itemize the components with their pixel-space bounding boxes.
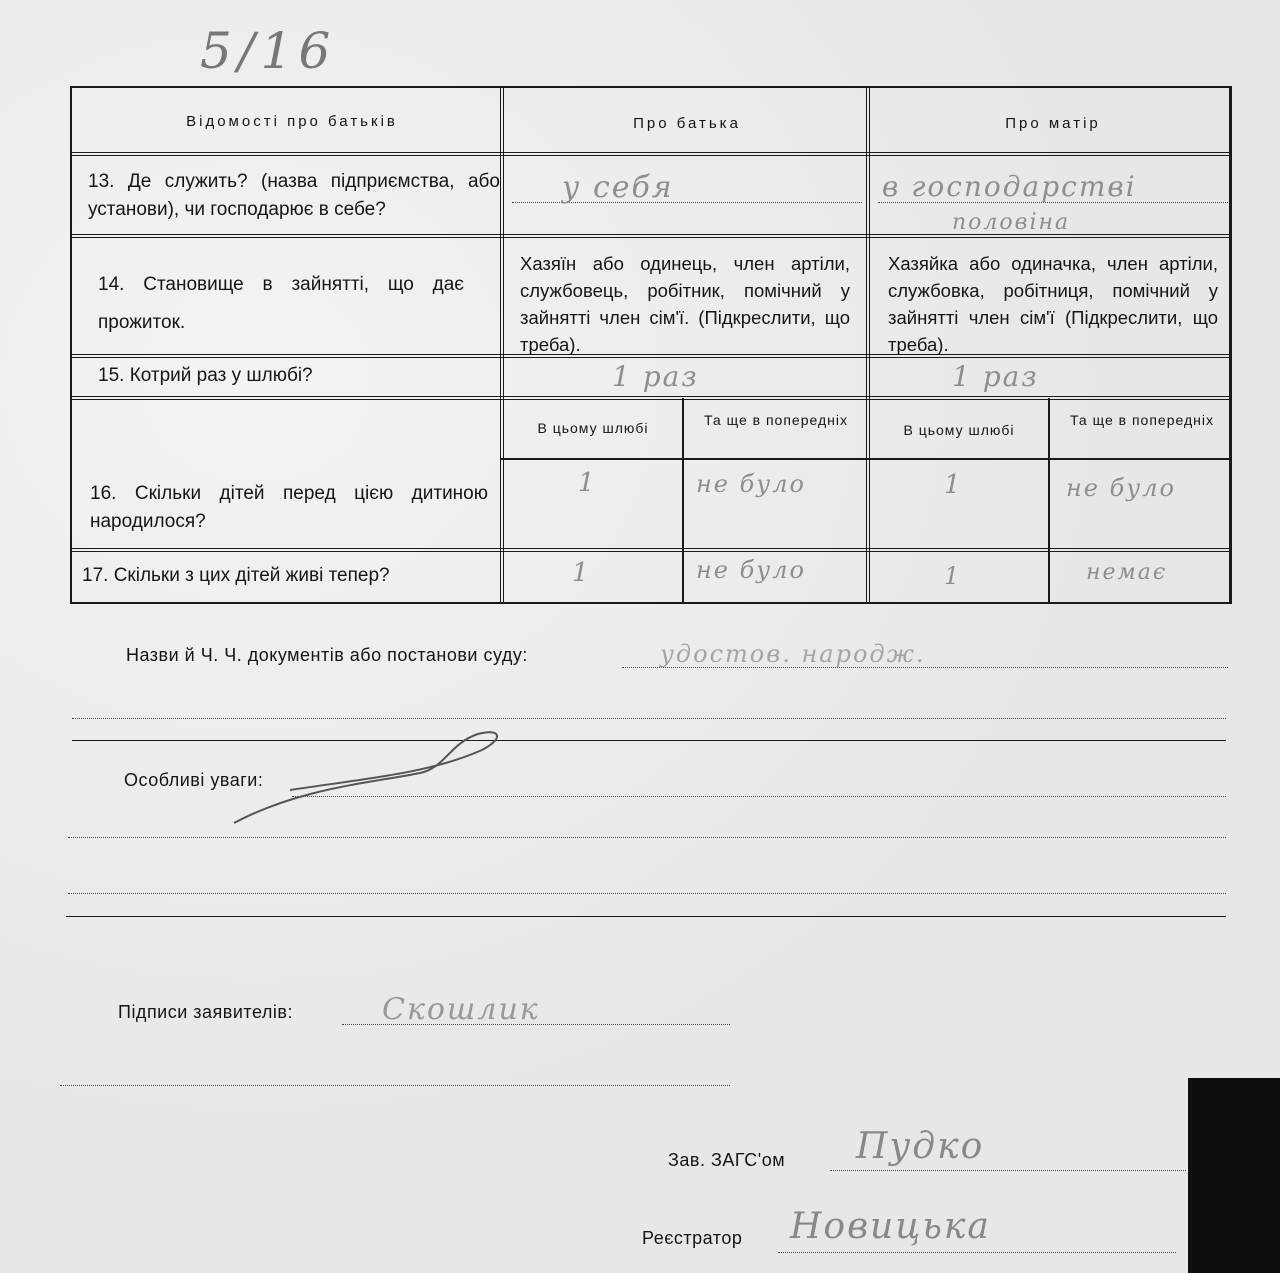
column-divider — [866, 88, 870, 602]
mother-this-16: 1 — [944, 470, 963, 500]
father-answer-15: 1 раз — [612, 360, 699, 393]
father-this-16: 1 — [578, 468, 597, 498]
question-15: 15. Котрий раз у шлюбі? — [98, 365, 313, 386]
father-prev-17: не було — [696, 556, 806, 584]
father-prev-16: не було — [696, 470, 806, 498]
signatures-label: Підписи заявителів: — [118, 1002, 293, 1022]
mother-prev-16: не було — [1066, 474, 1176, 502]
row-divider — [72, 396, 1230, 400]
question-13: 13. Де служить? (назва підприємства, або установи), чи господарює в себе? — [88, 171, 500, 220]
question-16: 16. Скільки дітей перед цією дитиною народилося? — [90, 483, 488, 532]
registrar-label: Реєстратор — [642, 1228, 743, 1248]
subcolumn-divider — [682, 398, 684, 602]
header-info: Відомості про батьків — [186, 113, 398, 130]
documents-value: удостов. народж. — [660, 640, 926, 668]
mother-options-14: Хазяйка або одиначка, член артіли, службовка, робітниця, помічний у зайнятті член сім'ї (Підкреслити, що треба). — [888, 253, 1218, 355]
subheader-father-prev: Та ще в попередніх — [704, 412, 848, 428]
subheader-mother-prev: Та ще в попередніх — [1070, 412, 1214, 428]
father-this-17: 1 — [572, 558, 591, 588]
header-father: Про батька — [633, 115, 741, 132]
subheader-mother-this: В цьому шлюбі — [903, 422, 1015, 438]
mother-answer-13-line1: в господарстві — [882, 170, 1137, 203]
corner-handwritten-number: 5/16 — [200, 22, 337, 80]
parents-info-table — [70, 86, 1232, 604]
mother-answer-15: 1 раз — [952, 360, 1039, 393]
question-17: 17. Скільки з цих дітей живі тепер? — [82, 565, 390, 586]
remarks-line-3 — [68, 893, 1226, 894]
column-divider — [500, 88, 504, 602]
mother-answer-13-line2: половіна — [952, 210, 1071, 235]
registrar-signature: Новицька — [790, 1206, 991, 1247]
documents-label: Назви й Ч. Ч. документів або постанови суду: — [126, 645, 528, 665]
section-rule — [66, 916, 1226, 917]
signatures-value: Скошлик — [382, 992, 540, 1027]
subheader-father-this: В цьому шлюбі — [537, 420, 649, 436]
head-signature-line — [830, 1170, 1186, 1171]
subheader-divider — [500, 458, 1230, 460]
head-label: Зав. ЗАГС'ом — [668, 1150, 786, 1170]
remarks-line-2 — [68, 837, 1226, 838]
header-mother: Про матір — [1005, 115, 1101, 132]
subcolumn-divider — [1048, 398, 1050, 602]
row-divider — [72, 152, 1230, 156]
documents-line-2 — [72, 718, 1226, 719]
father-options-14: Хазяїн або одинець, член артіли, службовець, робітник, помічний у зайнятті член сім'ї. (Підкреслити, що треба). — [520, 253, 850, 355]
signatures-line-2 — [60, 1085, 730, 1086]
registrar-signature-line — [778, 1252, 1176, 1253]
father-answer-13: у себя — [562, 170, 674, 205]
question-14: 14. Становище в зайнятті, що дає прожиток. — [98, 274, 464, 333]
scan-dark-corner — [1188, 1078, 1280, 1273]
remarks-label: Особливі уваги: — [124, 770, 264, 790]
mother-this-17: 1 — [944, 562, 962, 590]
row-divider — [72, 548, 1230, 552]
head-signature: Пудко — [856, 1126, 985, 1167]
mother-prev-17: немає — [1086, 560, 1168, 585]
remarks-strikethrough-scribble — [220, 728, 510, 838]
